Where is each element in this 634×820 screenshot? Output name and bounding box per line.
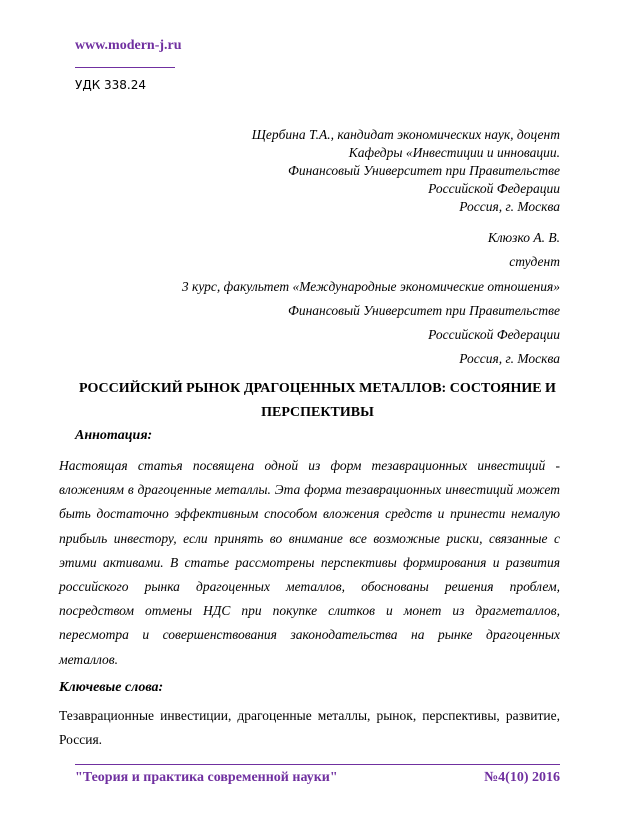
journal-name: "Теория и практика современной науки" [75, 770, 338, 785]
author-1-line: Финансовый Университет при Правительстве [287, 163, 560, 178]
author-block-1 [252, 126, 560, 216]
author-2-line: Россия, г. Москва [459, 351, 560, 367]
author-2-line: Клюзко А. В. [487, 230, 560, 245]
author-2-line: студент [509, 254, 560, 270]
author-1-line: Кафедры «Инвестиции и инновации. [348, 145, 560, 160]
author-2-line: 3 курс, факультет «Международные экономические отношения» [181, 278, 560, 294]
author-2-line: Российской Федерации [428, 327, 560, 343]
author-1-line: Российской Федерации [428, 181, 560, 196]
author-2-line: Финансовый Университет при Правительстве [287, 302, 560, 318]
keywords-text: Тезаврационные инвестиции, драгоценные металлы, рынок, перспективы, развитие, Россия. [59, 708, 560, 748]
journal-website[interactable]: www.modern-j.ru [75, 38, 182, 53]
header-underline [75, 67, 175, 68]
udk-code: УДК 338.24 [75, 78, 147, 92]
annotation-label: Аннотация: [75, 428, 153, 443]
article-title: РОССИЙСКИЙ РЫНОК ДРАГОЦЕННЫХ МЕТАЛЛОВ: СОСТОЯНИЕ И ПЕРСПЕКТИВЫ [79, 381, 556, 420]
author-1-line: Щербина Т.А., кандидат экономических наук, доцент [251, 127, 560, 142]
keywords-label: Ключевые слова: [59, 680, 164, 695]
abstract-text: Настоящая статья посвящена одной из форм тезаврационных инвестиций - вложениям в драгоценные металлы. Эта форма тезаврационных инвестиций может быть достаточно эффективным способом вложения средств и принести немалую прибыль инвестору, если принять во внимание все возможные риски, связанные с этими активами. В статье рассмотрены перспективы формирования и развития российского рынка драгоценных металлов, обоснованы решения проблем, посредством отмены НДС при покупке слитков и монет из драгметаллов, пересмотра и совершенствования законодательства на рынке драгоценных металлов. [59, 458, 560, 667]
author-block-2 [182, 226, 560, 372]
author-1-line: Россия, г. Москва [459, 199, 560, 214]
footer-rule [75, 764, 560, 765]
issue-number: №4(10) 2016 [484, 770, 560, 785]
